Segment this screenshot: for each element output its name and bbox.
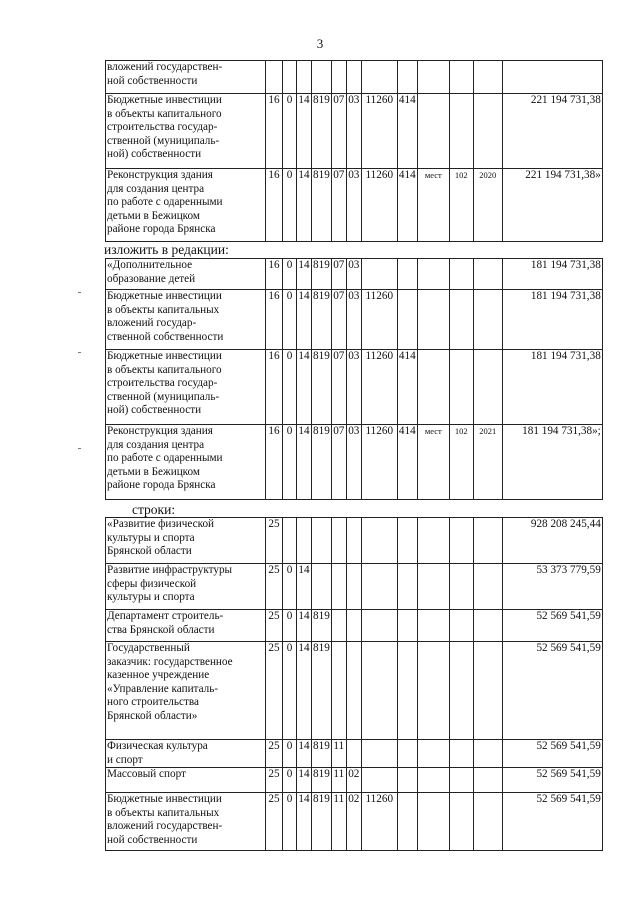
budget-table-sport [105, 517, 603, 851]
cell-amount: 181 194 731,38»; [502, 425, 602, 500]
cell-target-code [361, 564, 397, 610]
cell-year [473, 290, 502, 350]
cell-subchapter-code: 03 [346, 94, 361, 169]
cell-target-code: 11260 [361, 425, 397, 500]
cell-amount: 52 569 541,59 [502, 768, 602, 793]
cell-unit [417, 564, 449, 610]
cell-subprogram-code: 0 [283, 169, 297, 242]
cell-expense-type-code [397, 518, 417, 564]
cell-expense-type-code [397, 740, 417, 768]
cell-subprogram-code: 0 [283, 564, 297, 610]
cell-subprogram-code: 0 [283, 350, 297, 425]
cell-unit [417, 61, 449, 94]
cell-name: «Дополнительное образование детей [106, 259, 266, 290]
cell-amount [502, 61, 602, 94]
cell-year [473, 642, 502, 740]
cell-ministry-code: 819 [312, 259, 332, 290]
cell-year [473, 564, 502, 610]
cell-ministry-code: 819 [312, 290, 332, 350]
cell-name: Государственный заказчик: государственное казенное учреждение «Управление капиталь- ного строительства Брянской области» [106, 642, 266, 740]
cell-chapter-code [331, 642, 346, 740]
table-row [106, 642, 603, 740]
cell-ministry-code: 819 [312, 793, 332, 851]
cell-capacity [449, 564, 473, 610]
cell-ministry-code: 819 [312, 350, 332, 425]
budget-table-old [105, 60, 603, 242]
cell-capacity [449, 768, 473, 793]
cell-unit [417, 768, 449, 793]
cell-amount: 52 569 541,59 [502, 642, 602, 740]
cell-program-code: 14 [297, 768, 312, 793]
cell-unit [417, 642, 449, 740]
cell-subchapter-code [346, 740, 361, 768]
cell-subchapter-code: 03 [346, 425, 361, 500]
cell-year: 2021 [473, 425, 502, 500]
cell-name: Физическая культура и спорт [106, 740, 266, 768]
cell-section-code: 25 [266, 564, 283, 610]
cell-amount: 928 208 245,44 [502, 518, 602, 564]
cell-amount: 52 569 541,59 [502, 610, 602, 642]
cell-subchapter-code: 03 [346, 259, 361, 290]
cell-unit [417, 793, 449, 851]
cell-amount: 52 569 541,59 [502, 740, 602, 768]
cell-target-code: 11260 [361, 94, 397, 169]
cell-chapter-code: 07 [331, 259, 346, 290]
cell-capacity [449, 259, 473, 290]
table-row [106, 768, 603, 793]
table-row [106, 793, 603, 851]
cell-capacity [449, 290, 473, 350]
cell-expense-type-code: 414 [397, 169, 417, 242]
cell-year [473, 518, 502, 564]
cell-year [473, 94, 502, 169]
cell-chapter-code [331, 564, 346, 610]
cell-capacity [449, 740, 473, 768]
cell-target-code [361, 259, 397, 290]
cell-ministry-code [312, 564, 332, 610]
table-row [106, 610, 603, 642]
cell-target-code [361, 61, 397, 94]
cell-amount: 181 194 731,38 [502, 350, 602, 425]
cell-amount: 221 194 731,38» [502, 169, 602, 242]
cell-capacity [449, 610, 473, 642]
cell-program-code: 14 [297, 425, 312, 500]
cell-expense-type-code [397, 793, 417, 851]
cell-target-code: 11260 [361, 350, 397, 425]
cell-expense-type-code [397, 259, 417, 290]
cell-chapter-code: 11 [331, 768, 346, 793]
cell-expense-type-code: 414 [397, 425, 417, 500]
cell-chapter-code [331, 518, 346, 564]
cell-name: Развитие инфраструктуры сферы физической культуры и спорта [106, 564, 266, 610]
cell-subchapter-code: 03 [346, 350, 361, 425]
cell-subprogram-code [283, 61, 297, 94]
cell-subprogram-code: 0 [283, 740, 297, 768]
cell-program-code: 14 [297, 290, 312, 350]
table-row [106, 169, 603, 242]
cell-program-code: 14 [297, 94, 312, 169]
cell-section-code: 25 [266, 642, 283, 740]
cell-subprogram-code: 0 [283, 94, 297, 169]
cell-chapter-code: 07 [331, 350, 346, 425]
cell-name: Бюджетные инвестиции в объекты капитальных вложений государствен- ной собственности [106, 793, 266, 851]
cell-subchapter-code: 03 [346, 290, 361, 350]
cell-program-code: 14 [297, 793, 312, 851]
cell-amount: 181 194 731,38 [502, 259, 602, 290]
cell-ministry-code [312, 61, 332, 94]
table-row [106, 350, 603, 425]
table-row [106, 94, 603, 169]
cell-capacity [449, 350, 473, 425]
cell-unit [417, 610, 449, 642]
cell-amount: 181 194 731,38 [502, 290, 602, 350]
cell-program-code: 14 [297, 740, 312, 768]
cell-section-code: 16 [266, 425, 283, 500]
cell-amount: 52 569 541,59 [502, 793, 602, 851]
cell-year [473, 350, 502, 425]
cell-capacity [449, 642, 473, 740]
cell-subchapter-code: 03 [346, 169, 361, 242]
cell-subchapter-code [346, 642, 361, 740]
margin-mark [78, 448, 81, 449]
cell-capacity [449, 793, 473, 851]
cell-subchapter-code: 02 [346, 768, 361, 793]
cell-ministry-code: 819 [312, 425, 332, 500]
cell-subchapter-code [346, 564, 361, 610]
cell-expense-type-code: 414 [397, 350, 417, 425]
cell-subprogram-code: 0 [283, 793, 297, 851]
cell-year [473, 259, 502, 290]
table-row [106, 290, 603, 350]
cell-amount: 221 194 731,38 [502, 94, 602, 169]
cell-section-code: 25 [266, 793, 283, 851]
cell-subchapter-code [346, 518, 361, 564]
cell-year [473, 793, 502, 851]
cell-capacity [449, 94, 473, 169]
cell-section-code: 16 [266, 350, 283, 425]
cell-unit [417, 740, 449, 768]
cell-unit [417, 350, 449, 425]
cell-section-code: 25 [266, 768, 283, 793]
margin-mark [78, 292, 81, 293]
cell-target-code [361, 768, 397, 793]
cell-unit [417, 94, 449, 169]
cell-target-code: 11260 [361, 169, 397, 242]
cell-subprogram-code: 0 [283, 610, 297, 642]
cell-program-code: 14 [297, 610, 312, 642]
cell-program-code: 14 [297, 259, 312, 290]
cell-program-code: 14 [297, 350, 312, 425]
cell-chapter-code: 07 [331, 169, 346, 242]
cell-capacity: 102 [449, 425, 473, 500]
cell-target-code [361, 740, 397, 768]
cell-amount: 53 373 779,59 [502, 564, 602, 610]
cell-subprogram-code: 0 [283, 425, 297, 500]
cell-ministry-code: 819 [312, 610, 332, 642]
cell-expense-type-code [397, 610, 417, 642]
cell-section-code: 16 [266, 94, 283, 169]
cell-section-code: 25 [266, 610, 283, 642]
cell-target-code [361, 642, 397, 740]
cell-name: Реконструкция здания для создания центра по работе с одаренными детьми в Бежицком районе города Брянска [106, 425, 266, 500]
table-row [106, 425, 603, 500]
cell-chapter-code: 07 [331, 290, 346, 350]
cell-name: Бюджетные инвестиции в объекты капитальных вложений государ- ственной собственности [106, 290, 266, 350]
cell-chapter-code: 11 [331, 793, 346, 851]
margin-mark [78, 352, 81, 353]
cell-program-code: 14 [297, 564, 312, 610]
cell-ministry-code: 819 [312, 94, 332, 169]
cell-expense-type-code [397, 642, 417, 740]
cell-name: вложений государствен- ной собственности [106, 61, 266, 94]
cell-year: 2020 [473, 169, 502, 242]
table-row [106, 518, 603, 564]
cell-expense-type-code [397, 564, 417, 610]
cell-subchapter-code [346, 610, 361, 642]
cell-program-code: 14 [297, 169, 312, 242]
cell-subprogram-code: 0 [283, 642, 297, 740]
cell-section-code: 25 [266, 518, 283, 564]
cell-name: Массовый спорт [106, 768, 266, 793]
table-row [106, 259, 603, 290]
cell-year [473, 768, 502, 793]
cell-ministry-code: 819 [312, 642, 332, 740]
cell-subprogram-code: 0 [283, 768, 297, 793]
cell-chapter-code [331, 610, 346, 642]
cell-section-code [266, 61, 283, 94]
cell-ministry-code [312, 518, 332, 564]
cell-program-code [297, 518, 312, 564]
cell-capacity [449, 61, 473, 94]
cell-subprogram-code: 0 [283, 259, 297, 290]
cell-name: Бюджетные инвестиции в объекты капитального строительства государ- ственной (муниципаль- ной) собственности [106, 94, 266, 169]
cell-section-code: 25 [266, 740, 283, 768]
cell-unit: мест [417, 169, 449, 242]
cell-target-code: 11260 [361, 793, 397, 851]
cell-section-code: 16 [266, 169, 283, 242]
cell-chapter-code: 07 [331, 425, 346, 500]
cell-ministry-code: 819 [312, 169, 332, 242]
cell-program-code [297, 61, 312, 94]
cell-target-code [361, 610, 397, 642]
cell-ministry-code: 819 [312, 768, 332, 793]
lines-phrase: строки: [132, 502, 176, 517]
cell-program-code: 14 [297, 642, 312, 740]
cell-subchapter-code [346, 61, 361, 94]
cell-chapter-code: 11 [331, 740, 346, 768]
table-row [106, 564, 603, 610]
cell-name: «Развитие физической культуры и спорта Брянской области [106, 518, 266, 564]
cell-year [473, 740, 502, 768]
cell-unit: мест [417, 425, 449, 500]
cell-unit [417, 290, 449, 350]
cell-target-code: 11260 [361, 290, 397, 350]
cell-target-code [361, 518, 397, 564]
cell-subprogram-code: 0 [283, 290, 297, 350]
cell-unit [417, 259, 449, 290]
cell-unit [417, 518, 449, 564]
cell-ministry-code: 819 [312, 740, 332, 768]
cell-section-code: 16 [266, 290, 283, 350]
cell-year [473, 61, 502, 94]
table-row [106, 61, 603, 94]
cell-section-code: 16 [266, 259, 283, 290]
table-row [106, 740, 603, 768]
cell-subchapter-code: 02 [346, 793, 361, 851]
cell-name: Департамент строитель- ства Брянской области [106, 610, 266, 642]
cell-expense-type-code: 414 [397, 94, 417, 169]
cell-name: Бюджетные инвестиции в объекты капитального строительства государ- ственной (муниципаль- ной) собственности [106, 350, 266, 425]
cell-chapter-code [331, 61, 346, 94]
cell-year [473, 610, 502, 642]
cell-name: Реконструкция здания для создания центра по работе с одаренными детьми в Бежицком районе города Брянска [106, 169, 266, 242]
cell-expense-type-code [397, 290, 417, 350]
cell-capacity: 102 [449, 169, 473, 242]
cell-subprogram-code [283, 518, 297, 564]
cell-capacity [449, 518, 473, 564]
cell-expense-type-code [397, 61, 417, 94]
cell-expense-type-code [397, 768, 417, 793]
page-number: 3 [316, 36, 324, 51]
budget-table-new [105, 258, 603, 500]
cell-chapter-code: 07 [331, 94, 346, 169]
replace-with-phrase: изложить в редакции: [104, 242, 229, 257]
